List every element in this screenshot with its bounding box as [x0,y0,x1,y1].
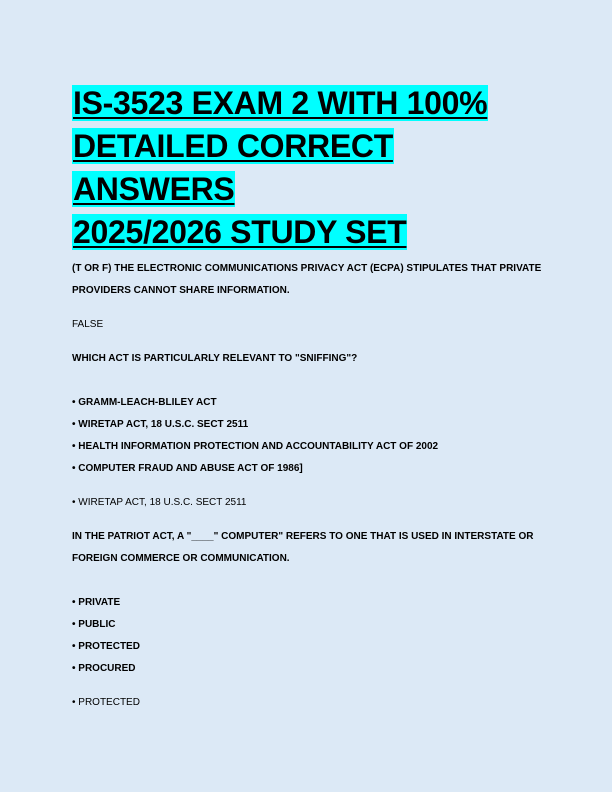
question-3-option-1: • PRIVATE [72,597,121,608]
question-block-3 [72,526,542,714]
title-line-1: IS-3523 EXAM 2 WITH 100% [73,85,488,121]
title-line-3: 2025/2026 STUDY SET [73,214,407,250]
title-line-2: DETAILED CORRECT ANSWERS [73,128,393,207]
question-1-line-1: (T OR F) THE ELECTRONIC COMMUNICATIONS PRIVACY ACT (ECPA) STIPULATES THAT PRIVATE [72,263,542,274]
answer-1: FALSE [72,319,104,330]
question-2: WHICH ACT IS PARTICULARLY RELEVANT TO "SNIFFING"? [72,353,358,364]
question-3 [72,526,542,570]
answer-2: • WIRETAP ACT, 18 U.S.C. SECT 2511 [72,497,247,508]
question-3-options [72,592,542,680]
question-2-option-4: • COMPUTER FRAUD AND ABUSE ACT OF 1986] [72,463,303,474]
document-title [72,82,542,254]
answer-3: • PROTECTED [72,697,140,708]
question-1-line-2: PROVIDERS CANNOT SHARE INFORMATION. [72,285,290,296]
question-1 [72,258,542,302]
question-2-options [72,392,542,480]
study-content [72,258,542,714]
question-3-option-2: • PUBLIC [72,619,116,630]
question-2-option-2: • WIRETAP ACT, 18 U.S.C. SECT 2511 [72,419,249,430]
question-2-option-1: • GRAMM-LEACH-BLILEY ACT [72,397,217,408]
question-3-line-1: IN THE PATRIOT ACT, A "____" COMPUTER" REFERS TO ONE THAT IS USED IN INTERSTATE OR [72,531,534,542]
question-3-option-4: • PROCURED [72,663,136,674]
question-3-option-3: • PROTECTED [72,641,140,652]
question-block-1 [72,258,542,336]
question-2-option-3: • HEALTH INFORMATION PROTECTION AND ACCOUNTABILITY ACT OF 2002 [72,441,439,452]
question-3-line-2: FOREIGN COMMERCE OR COMMUNICATION. [72,553,290,564]
question-block-2 [72,348,542,514]
